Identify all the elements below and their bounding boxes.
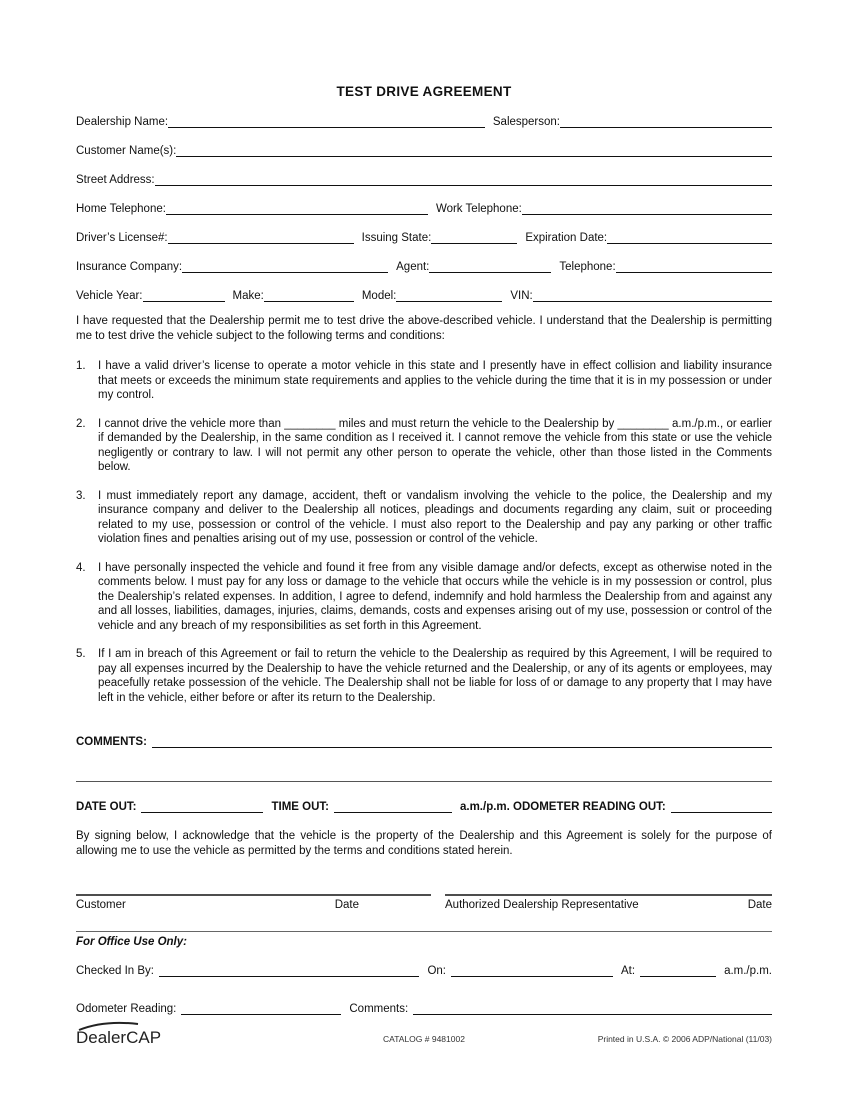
customer-signature-column <box>76 894 431 911</box>
customer-signature-line[interactable] <box>76 894 431 896</box>
terms-list <box>76 359 772 705</box>
customer-label: Customer <box>76 899 126 911</box>
term-number: 1. <box>76 360 86 372</box>
dealership-name-line[interactable] <box>168 113 485 128</box>
salesperson-line[interactable] <box>560 113 772 128</box>
comments-continuation-line[interactable] <box>76 781 772 782</box>
customer-signature-labels <box>76 899 431 911</box>
term-number: 2. <box>76 417 86 430</box>
issuing-state-line[interactable] <box>431 229 517 244</box>
row-insurance <box>76 244 772 273</box>
home-telephone-label: Home Telephone: <box>76 203 166 215</box>
term-text: I must immediately report any damage, accident, theft or vandalism involving the vehicle to the police, the Dealership and my insurance company and deliver to the Dealership all notices, pleadings and documents regarding any claim, suit or proceeding related to my use, possession or control of the vehicle. I must also report to the Dealership and pay any parking or other traffic violation fines and penalties arising out of my use, possession or control of the vehicle. <box>98 489 772 545</box>
footer <box>76 1028 772 1048</box>
agent-label: Agent: <box>396 261 430 273</box>
telephone-label: Telephone: <box>559 261 616 273</box>
printed-in-usa: Printed in U.S.A. © 2006 ADP/National (11/03) <box>597 1034 772 1044</box>
signing-paragraph: By signing below, I acknowledge that the vehicle is the property of the Dealership and this Agreement is solely for the purpose of allowing me to use the vehicle as permitted by the terms and conditions stated herein. <box>76 830 772 857</box>
vehicle-year-label: Vehicle Year: <box>76 290 143 302</box>
term-text: I have personally inspected the vehicle and found it free from any visible damage and/or defects, except as otherwise noted in the comments below. I must pay for any loss or damage to the vehicle that occurs while the vehicle is in my possession or control, plus the Dealership’s related expenses. In addition, I agree to defend, indemnify and hold harmless the Dealership from and against any and all losses, liabilities, damages, injuries, claims, demands, costs and expenses arising out of my use, possession or control of the vehicle and any breach of my responsibilities as set forth in this Agreement. <box>98 561 772 632</box>
make-label: Make: <box>232 290 264 302</box>
on-label: On: <box>427 965 446 977</box>
office-comments-label: Comments: <box>349 1003 409 1015</box>
signature-block <box>76 894 772 911</box>
ampm-odometer-label: a.m./p.m. ODOMETER READING OUT: <box>459 801 666 813</box>
intro-paragraph: I have requested that the Dealership permit me to test drive the above-described vehicle. I understand that the Dealership is permitting me to test drive the vehicle subject to the following terms and conditions: <box>76 315 772 342</box>
expiration-date-line[interactable] <box>607 229 772 244</box>
insurance-company-label: Insurance Company: <box>76 261 183 273</box>
term-item-1 <box>76 359 772 403</box>
odometer-reading-out-line[interactable] <box>671 798 772 813</box>
term-item-4 <box>76 561 772 634</box>
vin-line[interactable] <box>533 287 772 302</box>
date-out-line[interactable] <box>141 798 263 813</box>
dealercap-logo-text: DealerCAP <box>76 1028 162 1047</box>
work-telephone-line[interactable] <box>522 200 772 215</box>
term-number: 5. <box>76 648 86 660</box>
office-section-divider <box>76 931 772 932</box>
dealer-date-label: Date <box>747 899 772 911</box>
row-customer <box>76 128 772 157</box>
expiration-date-label: Expiration Date: <box>525 232 608 244</box>
insurance-company-line[interactable] <box>182 258 388 273</box>
drivers-license-label: Driver’s License#: <box>76 232 168 244</box>
term-item-3 <box>76 489 772 547</box>
authorized-rep-label: Authorized Dealership Representative <box>445 899 639 911</box>
office-comments-line[interactable] <box>413 1000 772 1015</box>
telephone-line[interactable] <box>616 258 772 273</box>
street-address-line[interactable] <box>155 171 772 186</box>
model-line[interactable] <box>396 287 502 302</box>
row-street <box>76 157 772 186</box>
date-out-label: DATE OUT: <box>76 801 137 813</box>
term-number: 4. <box>76 561 86 574</box>
dealership-name-label: Dealership Name: <box>76 116 169 128</box>
issuing-state-label: Issuing State: <box>361 232 432 244</box>
row-telephones <box>76 186 772 215</box>
term-number: 3. <box>76 489 86 502</box>
vin-label: VIN: <box>510 290 533 302</box>
vehicle-year-line[interactable] <box>143 287 225 302</box>
term-item-2 <box>76 417 772 475</box>
dealer-signature-column <box>445 894 772 911</box>
dealercap-swoosh-icon <box>78 1020 140 1032</box>
time-out-line[interactable] <box>334 798 452 813</box>
page-title: TEST DRIVE AGREEMENT <box>336 84 512 99</box>
row-license <box>76 215 772 244</box>
customer-names-line[interactable] <box>176 142 772 157</box>
catalog-number: CATALOG # 9481002 <box>383 1034 465 1044</box>
row-odometer-in <box>76 986 772 1015</box>
comments-line[interactable] <box>152 733 772 748</box>
comments-label: COMMENTS: <box>76 736 147 748</box>
checked-in-by-label: Checked In By: <box>76 965 154 977</box>
at-label: At: <box>621 965 636 977</box>
at-line[interactable] <box>640 962 716 977</box>
model-label: Model: <box>361 290 397 302</box>
time-out-label: TIME OUT: <box>271 801 329 813</box>
customer-names-label: Customer Name(s): <box>76 145 177 157</box>
make-line[interactable] <box>264 287 354 302</box>
odometer-reading-label: Odometer Reading: <box>76 1003 177 1015</box>
checkin-ampm-label: a.m./p.m. <box>724 965 772 977</box>
checked-in-by-line[interactable] <box>159 962 419 977</box>
term-text: I cannot drive the vehicle more than ________ miles and must return the vehicle to the Dealership by ________ a.m./p.m., or earlier if demanded by the Dealership, in the same condition as I received it. I cannot remove the vehicle from this state or use the vehicle negligently or contrary to law. I will not permit any other person to operate the vehicle, other than those listed in the Comments below. <box>98 417 772 473</box>
row-dealership <box>76 99 772 128</box>
drivers-license-line[interactable] <box>168 229 354 244</box>
salesperson-label: Salesperson: <box>492 116 560 128</box>
row-comments <box>76 719 772 748</box>
term-text: If I am in breach of this Agreement or fail to return the vehicle to the Dealership as required by this Agreement, I will be required to pay all expenses incurred by the Dealership to have the vehicle returned and the Dealership, or any of its agents or employees, may peacefully retake possession of the vehicle. The Dealership shall not be liable for loss of or damage to any property that I may have left in the vehicle, either before or after its return to the Dealership. <box>98 648 772 704</box>
street-address-label: Street Address: <box>76 174 155 186</box>
row-vehicle <box>76 273 772 302</box>
row-checked-in <box>76 948 772 977</box>
home-telephone-line[interactable] <box>166 200 428 215</box>
dealer-signature-line[interactable] <box>445 894 772 896</box>
on-line[interactable] <box>451 962 613 977</box>
office-use-heading: For Office Use Only: <box>76 936 187 948</box>
work-telephone-label: Work Telephone: <box>435 203 522 215</box>
term-item-5 <box>76 647 772 705</box>
odometer-reading-line[interactable] <box>181 1000 341 1015</box>
dealer-signature-labels <box>445 899 772 911</box>
agent-line[interactable] <box>429 258 551 273</box>
term-text: I have a valid driver’s license to operate a motor vehicle in this state and I presently have in effect collision and liability insurance that meets or exceeds the minimum state requirements and applies to the vehicle during the time that it is in my possession or under my control. <box>98 360 772 401</box>
customer-date-label: Date <box>334 899 359 911</box>
row-date-out <box>76 784 772 813</box>
